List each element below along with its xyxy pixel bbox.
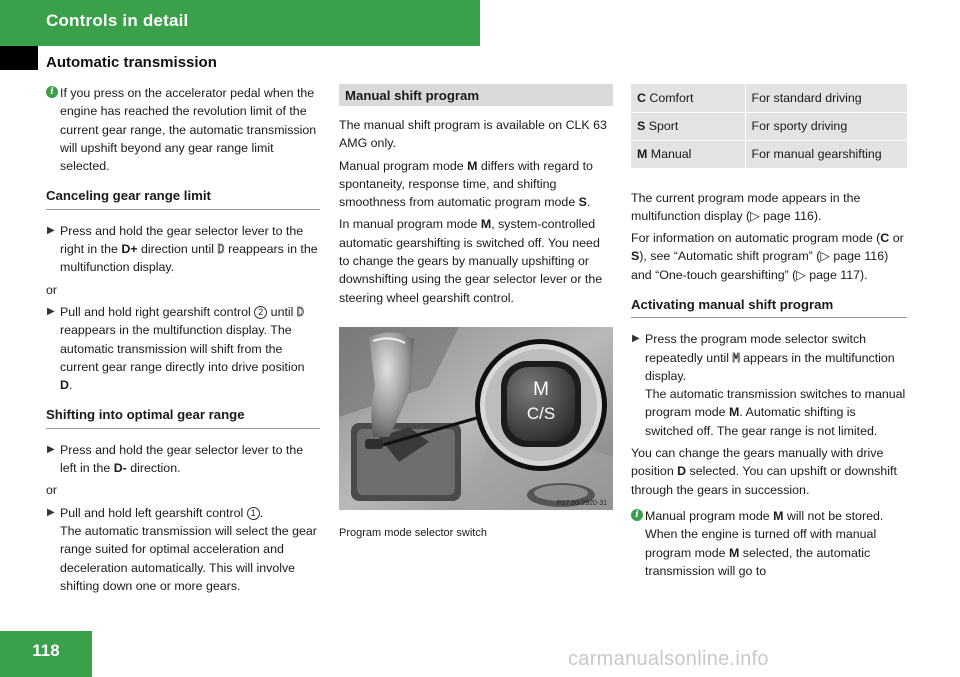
display-m-symbol: M (732, 350, 740, 365)
heading-manual-shift-program: Manual shift program (339, 84, 613, 106)
heading-canceling-gear-range: Canceling gear range limit (46, 187, 320, 209)
callout-2-icon: 2 (254, 306, 267, 319)
button-label-cs: C/S (526, 403, 556, 423)
mode-key: S Sport (631, 112, 745, 140)
column-middle (339, 84, 613, 543)
display-d-symbol: D (217, 242, 225, 257)
mode-description: For standard driving (745, 84, 907, 112)
mode-row (631, 140, 907, 168)
mode-description: For sporty driving (745, 112, 907, 140)
step-activate: ▶ Press the program mode selector switch repeatedly until M appears in the multifunction display. The automatic transmission switches to manual program mode M. Automatic shifting is switched off. The gear range is not limited. (632, 332, 906, 438)
step-arrow-icon: ▶ (47, 443, 55, 455)
callout-1-icon: 1 (247, 507, 260, 520)
step-arrow-icon: ▶ (47, 506, 55, 518)
section-marker (0, 46, 38, 70)
heading-optimal-gear-range: Shifting into optimal gear range (46, 406, 320, 428)
program-mode-table (631, 84, 907, 169)
info-note (46, 84, 320, 175)
watermark: carmanualsonline.info (568, 648, 769, 670)
step-cancel-2: ▶ Pull and hold right gearshift control 2 until D reappears in the multifunction display. The automatic transmission will shift from the current gear range directly into drive position D. (47, 304, 305, 393)
step-optimal-2: ▶ Pull and hold left gearshift control 1 . The automatic transmission will select the gear range suited for optimal acceleration and deceleration automatically. This will involve shifting down one or more gears. (47, 505, 317, 593)
paragraph: In manual program mode M, system-controlled automatic gearshifting is switched off. You need to change the gears by manually upshifting or downshifting using the gear selector lever or the steering wheel gearshift control. (339, 217, 603, 305)
info-note: i Manual program mode M will not be stored. When the engine is turned off with manual program mode M selected, the automatic transmission will go to (631, 507, 907, 580)
button-label-m: M (533, 378, 549, 400)
column-left (46, 84, 320, 595)
mode-row (631, 84, 907, 112)
step-arrow-icon: ▶ (632, 333, 640, 345)
column-right (631, 84, 907, 580)
mode-key: M Manual (631, 140, 745, 168)
mode-key: C Comfort (631, 84, 745, 112)
paragraph: The current program mode appears in the multifunction display (▷ page 116). (631, 190, 861, 223)
chapter-title: Controls in detail (46, 11, 189, 30)
paragraph: For information on automatic program mode (C or S), see “Automatic shift program” (▷ page 116) and “One-touch gearshifting” (▷ page 117). (631, 231, 904, 282)
page-number: 118 (32, 641, 60, 660)
paragraph: Manual program mode M differs with regard to spontaneity, response time, and shifting smoothness from automatic program mode S. (339, 158, 593, 210)
paragraph: You can change the gears manually with drive position D selected. You can upshift or downshift through the gears in succession. (631, 446, 897, 497)
heading-activating-manual: Activating manual shift program (631, 296, 907, 318)
step-arrow-icon: ▶ (47, 305, 55, 317)
mode-description: For manual gearshifting (745, 140, 907, 168)
display-d-symbol: D (296, 304, 305, 319)
step-cancel-1: ▶ Press and hold the gear selector lever to the right in the D+ direction until D reappears in the multifunction display. (47, 223, 318, 275)
info-text: If you press on the accelerator pedal when the engine has reached the revolution limit of the current gear range, the automatic transmission will upshift beyond any gear range limit selected. (60, 86, 317, 174)
step-optimal-1: ▶ Press and hold the gear selector lever to the left in the D- direction. (47, 442, 304, 476)
info-icon: i (46, 86, 58, 98)
selector-switch-photo (339, 327, 613, 510)
mode-row (631, 112, 907, 140)
section-title: Automatic transmission (46, 54, 217, 71)
or-text: or (46, 483, 58, 498)
step-arrow-icon: ▶ (47, 224, 55, 236)
photo-code: P27.60-2920-31 (556, 499, 607, 507)
photo-caption: Program mode selector switch (339, 527, 487, 540)
page-number-box (0, 631, 92, 677)
paragraph: The manual shift program is available on CLK 63 AMG only. (339, 118, 607, 151)
or-text: or (46, 282, 58, 297)
info-icon: i (631, 509, 643, 521)
